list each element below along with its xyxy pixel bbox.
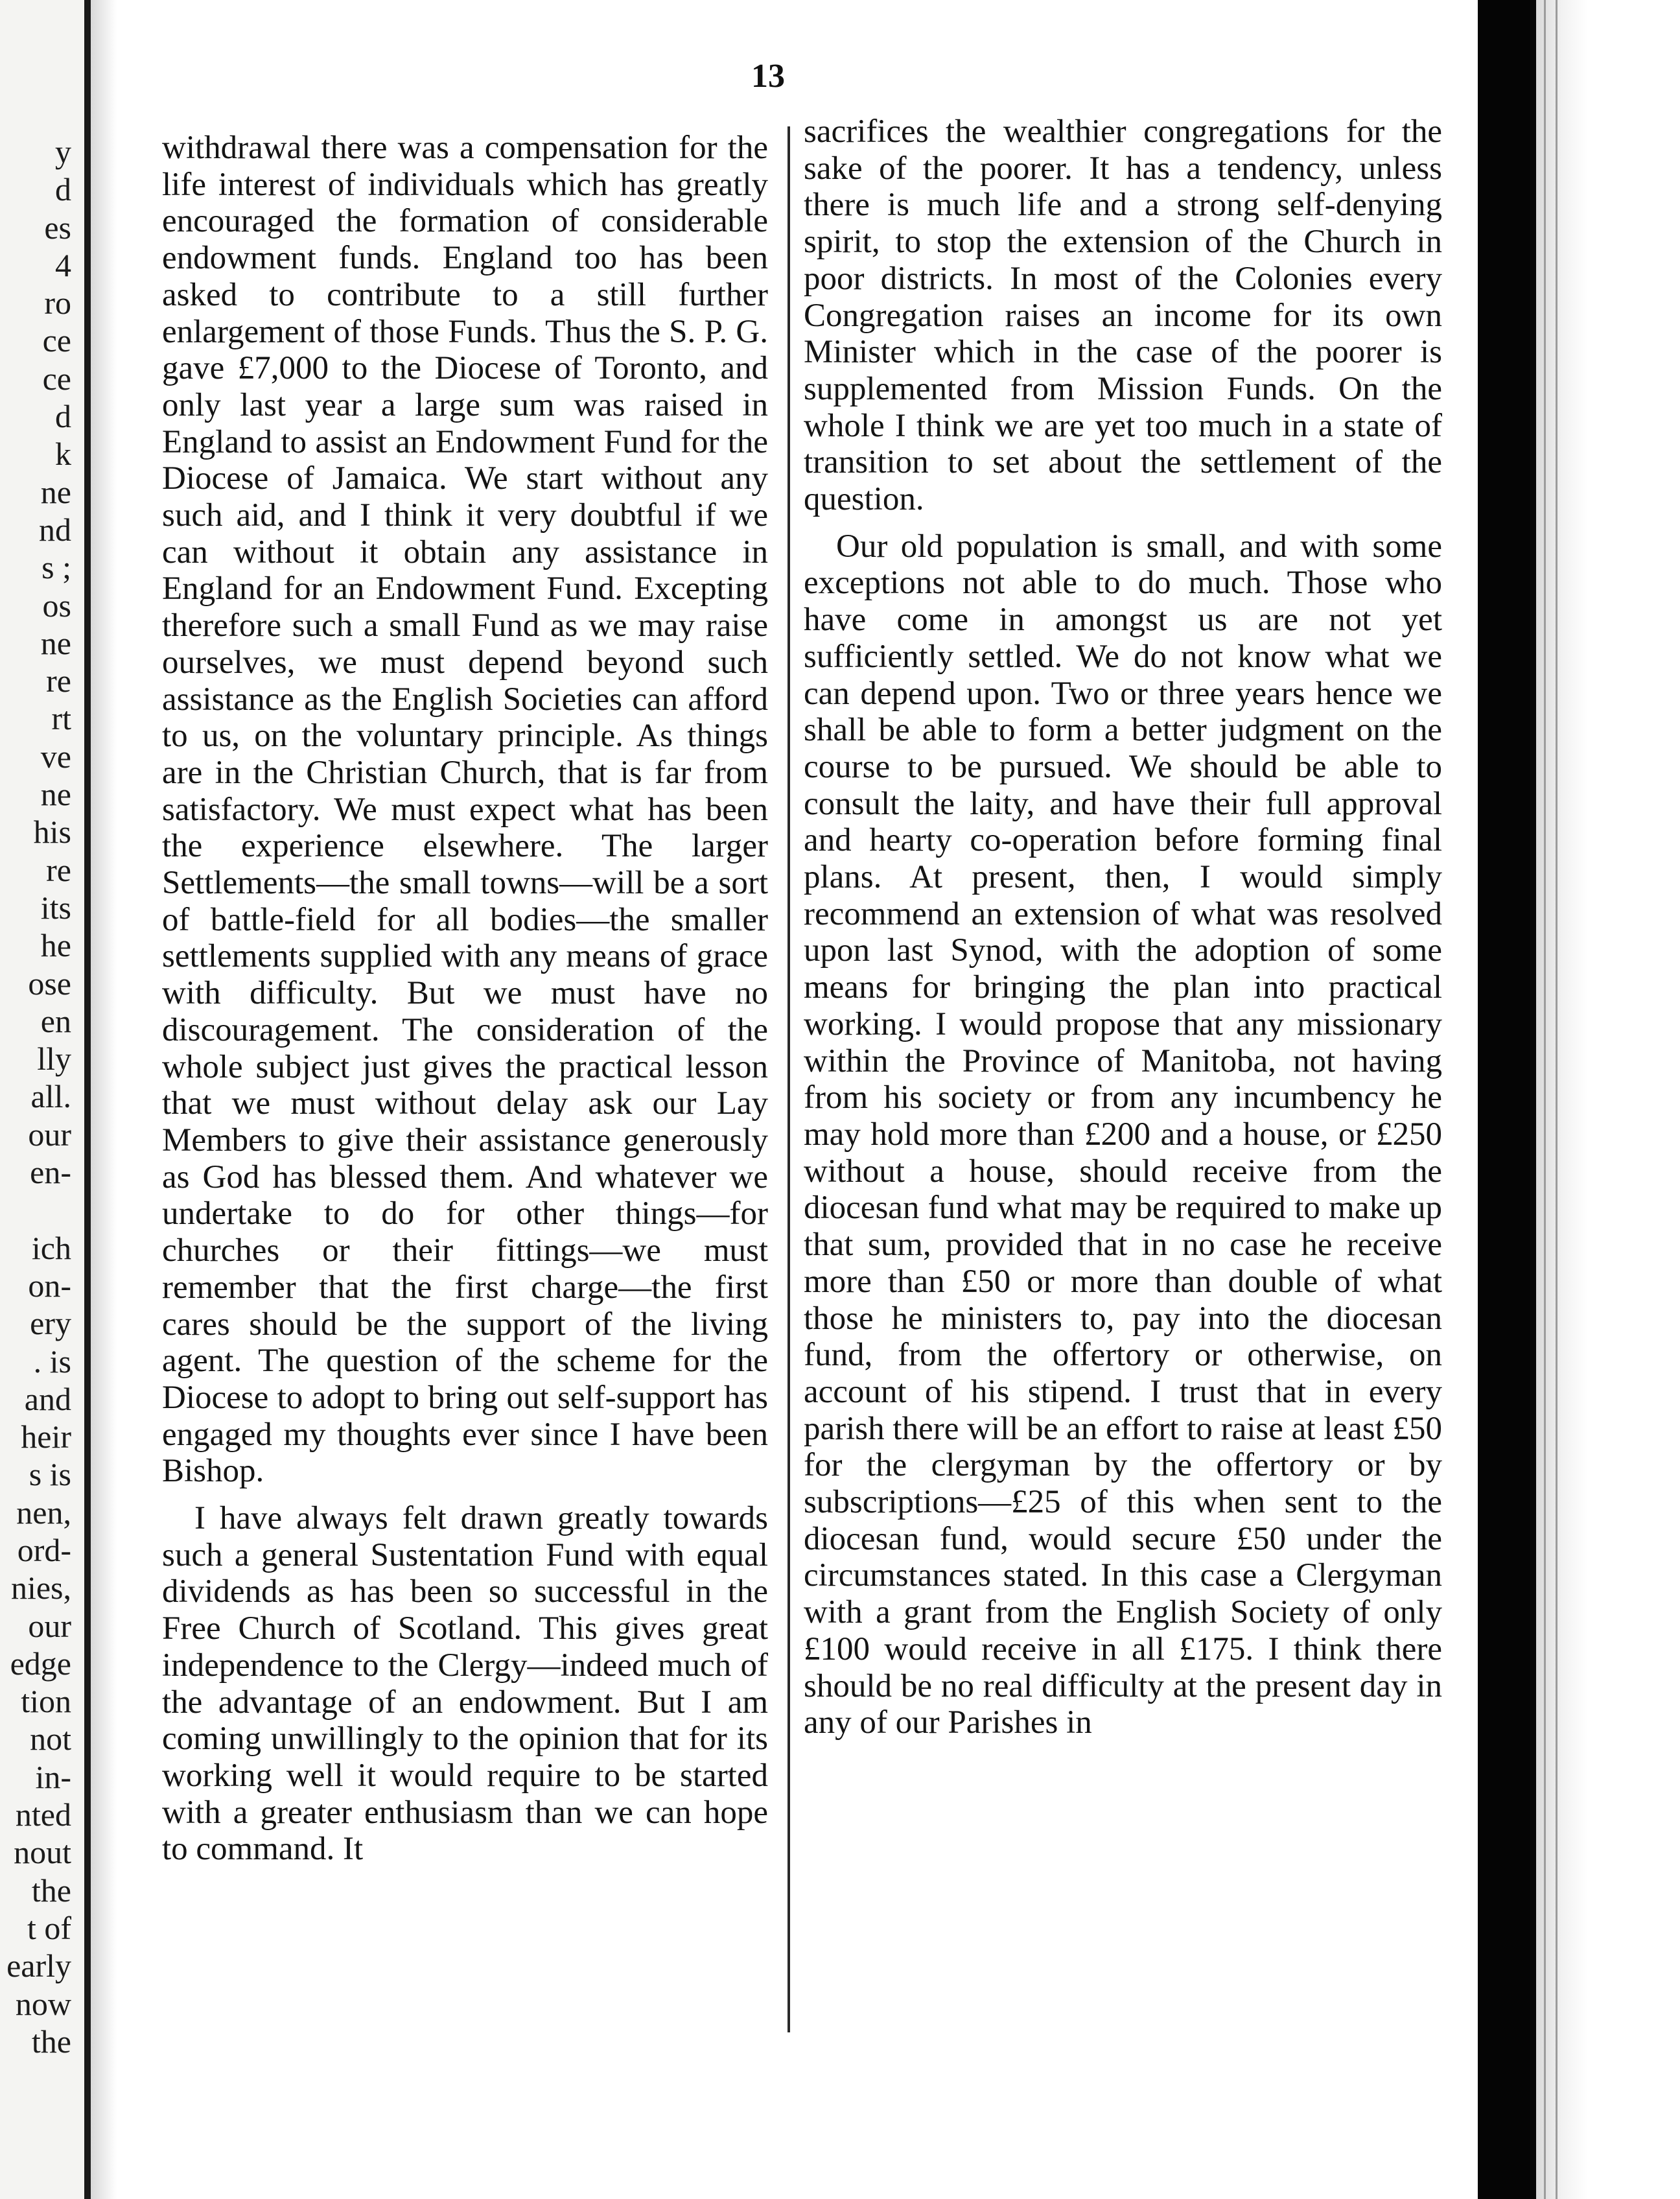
facing-page-fragment: ce <box>42 360 71 397</box>
column-divider <box>788 126 790 2032</box>
facing-page-fragment: ve <box>40 738 71 775</box>
facing-page-fragment: ce <box>42 322 71 359</box>
facing-page-fragment: edge <box>10 1645 71 1682</box>
facing-page-fragment: his <box>33 814 71 851</box>
facing-page-fragment: all. <box>30 1078 71 1115</box>
facing-page-fragment: re <box>46 851 71 888</box>
facing-page-fragment: ne <box>40 473 71 510</box>
facing-page-fragment: 4 <box>55 246 71 283</box>
text-column-left <box>162 130 768 1868</box>
facing-page-fragment: nted <box>15 1796 71 1833</box>
page-stack-edge <box>1536 0 1680 2199</box>
facing-page-fragment: and <box>24 1380 71 1417</box>
facing-page-fragment: re <box>46 663 71 700</box>
facing-page-fragment: os <box>42 587 71 624</box>
facing-page-fragment: nout <box>14 1834 71 1871</box>
facing-page-fragment: nies, <box>10 1570 71 1606</box>
facing-page-fragment <box>0 1191 71 1229</box>
facing-page-fragment: en <box>40 1002 71 1039</box>
gutter-shadow <box>91 0 117 2199</box>
facing-page-edge <box>0 0 91 2199</box>
facing-page-fragment: s is <box>29 1456 71 1493</box>
facing-page-fragment: d <box>55 171 71 208</box>
facing-page-fragment: the <box>31 1872 71 1909</box>
binding-dark-edge <box>1478 0 1536 2199</box>
facing-page-fragment: s ; <box>41 549 71 586</box>
facing-page-fragment: ro <box>44 285 71 322</box>
facing-page-fragment: now <box>15 1985 71 2022</box>
facing-page-fragment: d <box>55 398 71 435</box>
paragraph: withdrawal there was a compensation for the life interest of individuals which has greatly encouraged the formation of considerable endowment funds. England too has been asked to contribute to a still further enlargement of those Funds. Thus the S. P. G. gave £7,000 to the Diocese of Toronto, and only last year a large sum was raised in England to assist an Endowment Fund for the Diocese of Jamaica. We start without any such aid, and I think it very doubtful if we can without it obtain any assistance in England for an Endowment Fund. Excepting therefore such a small Fund as we may raise ourselves, we must depend beyond such assistance as the English Societies can afford to us, on the voluntary principle. As things are in the Christian Church, that is far from satisfactory. We must expect what has been the experience elsewhere. The larger Settlements—the small towns—will be a sort of battle-field for all bodies—the smaller settlements supplied with any means of grace with difficulty. But we must have no discouragement. The consideration of the whole subject just gives the practical lesson that we must without delay ask our Lay Members to give their assistance generously as God has blessed them. And whatever we undertake to do for other things—for churches or their fittings—we must remember that the first charge—the first cares should be the support of the living agent. The question of the scheme for the Diocese to adopt to bring out self-support has engaged my thoughts ever since I have been Bishop. <box>162 130 768 1490</box>
facing-page-fragment: in- <box>35 1758 71 1795</box>
facing-page-fragment: ich <box>31 1229 71 1266</box>
paragraph: sacrifices the wealthier congregations for the sake of the poorer. It has a tendency, unless there is much life and a strong self-denying spirit, to stop the extension of the Church in poor districts. In most of the Colonies every Congregation raises an income for its own Minister which in the case of the poorer is supplemented from Mission Funds. On the whole I think we are yet too much in a state of transition to set about the settlement of the question. <box>804 113 1442 518</box>
paragraph: Our old population is small, and with some exceptions not able to do much. Those who have come in amongst us are not yet sufficiently settled. We do not know what we can depend upon. Two or three years hence we shall be able to form a better judgment on the course to be pursued. We should be able to consult the laity, and have their full approval and hearty co-operation before forming final plans. At present, then, I would simply recommend an extension of what was resolved upon last Synod, with the adoption of some means for bringing the plan into practical working. I would propose that any missionary within the Province of Manitoba, not having from his society or from any incumbency he may hold more than £200 and a house, or £250 without a house, should receive from the diocesan fund what may be required to make up that sum, provided that in no case he receive more than £50 or more than double of what those he ministers to, pay into the diocesan fund, from the offertory or otherwise, on account of his stipend. I trust that in every parish there will be an effort to raise at least £50 for the clergyman by the offertory or by subscriptions—£25 of this when sent to the diocesan fund, would secure £50 under the circumstances stated. In this case a Clergyman with a grant from the English Society of only £100 would receive in all £175. I think there should be no real difficulty at the present day in any of our Parishes in <box>804 528 1442 1741</box>
facing-page-fragment: on- <box>28 1267 71 1304</box>
facing-page-fragment: . is <box>33 1343 71 1380</box>
facing-page-fragment: our <box>28 1116 71 1153</box>
facing-page-fragment: ery <box>30 1305 71 1342</box>
facing-page-fragment: t of <box>27 1909 71 1946</box>
paragraph: I have always felt drawn greatly towards such a general Sustentation Fund with equal dividends as has been so successful in the Free Church of Scotland. This gives great independence to the Clergy—indeed much of the advantage of an endowment. But I am coming unwillingly to the opinion that for its working well it would require to be started with a greater enthusiasm than we can hope to command. It <box>162 1500 768 1868</box>
facing-page-fragment: tion <box>21 1683 71 1720</box>
facing-page-fragment: nd <box>39 511 71 548</box>
facing-page-fragment: nen, <box>16 1494 71 1531</box>
facing-page-fragment: ord- <box>17 1531 71 1568</box>
page-edge-line <box>1556 0 1558 2199</box>
facing-page-fragment: k <box>55 436 71 473</box>
facing-page-fragment: the <box>31 2023 71 2060</box>
facing-page-fragment: y <box>55 134 71 170</box>
facing-page-fragment: its <box>40 889 71 926</box>
facing-page-fragment: ne <box>40 624 71 661</box>
facing-page-fragment: rt <box>51 700 71 737</box>
text-column-right <box>804 113 1442 1741</box>
facing-page-fragment: lly <box>37 1041 71 1077</box>
facing-page-fragment: not <box>30 1721 71 1758</box>
facing-page-fragment: ne <box>40 776 71 813</box>
facing-page-fragment: ose <box>28 965 71 1002</box>
page-edge-line <box>1544 0 1546 2199</box>
facing-page-fragment: he <box>40 927 71 964</box>
page-number: 13 <box>751 58 785 95</box>
facing-page-fragment: early <box>6 1947 71 1984</box>
facing-page-fragment: our <box>28 1607 71 1644</box>
facing-page-fragment: es <box>44 209 71 246</box>
facing-page-text-fragments <box>0 133 71 2060</box>
facing-page-fragment: heir <box>21 1418 71 1455</box>
facing-page-fragment: en- <box>30 1154 71 1191</box>
